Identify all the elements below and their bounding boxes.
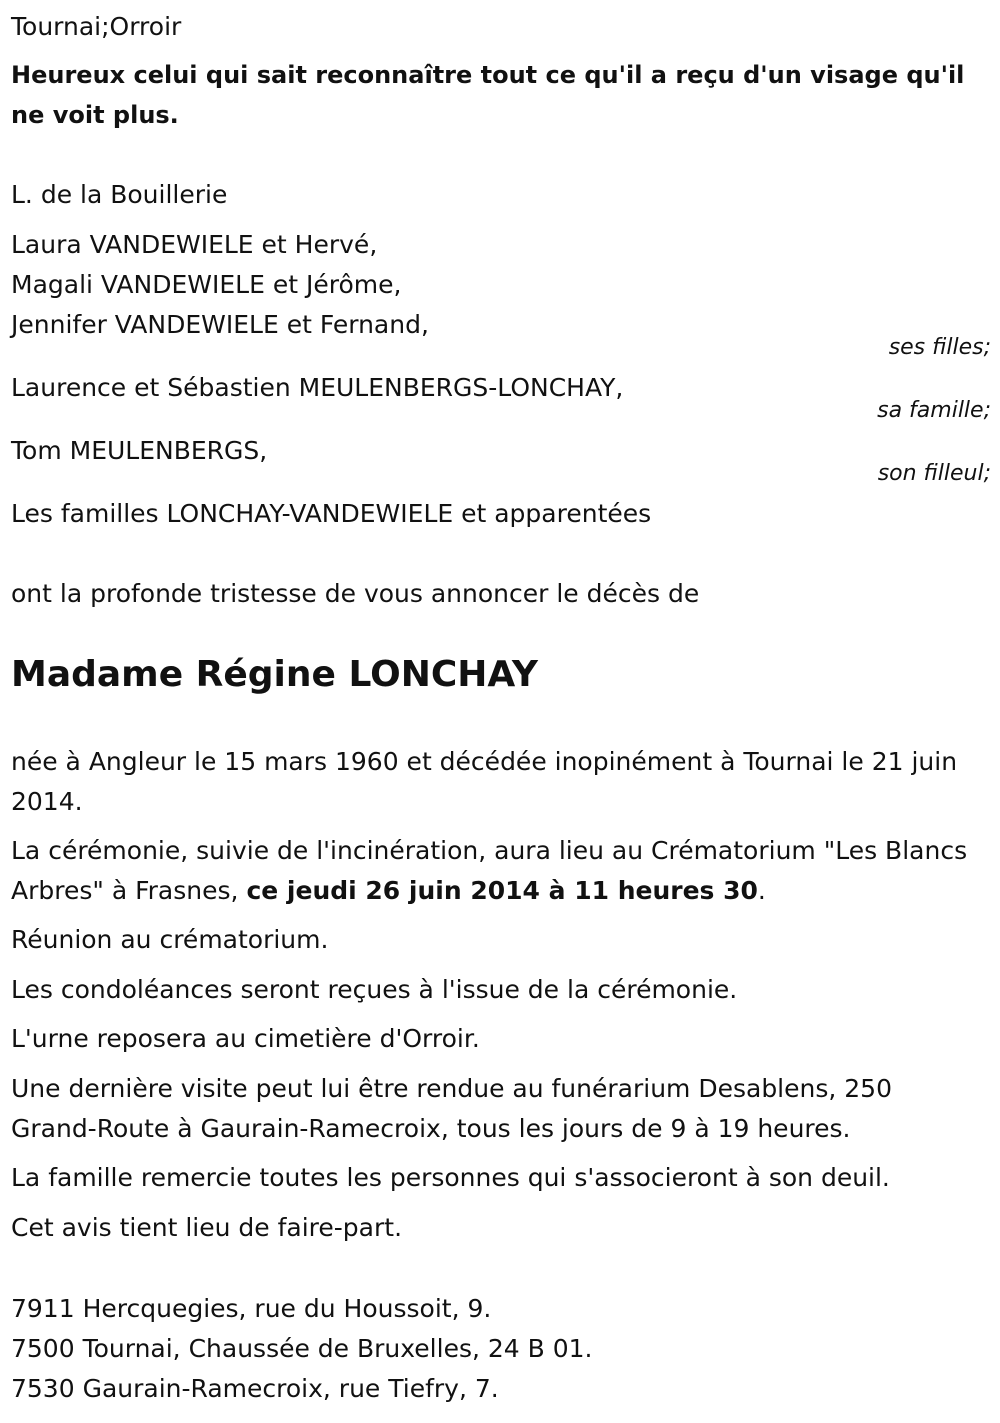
- meeting-info: Réunion au crématorium.: [11, 925, 329, 954]
- ceremony-details: [11, 831, 971, 911]
- address-line: 7500 Tournai, Chaussée de Bruxelles, 24 B 01.: [11, 1334, 593, 1363]
- relatives-role: sa famille;: [877, 398, 991, 423]
- urn-info: L'urne reposera au cimetière d'Orroir.: [11, 1024, 480, 1053]
- family-daughter: Magali VANDEWIELE et Jérôme,: [11, 270, 402, 299]
- location-header: Tournai;Orroir: [11, 12, 182, 41]
- ceremony-end: .: [757, 876, 766, 905]
- opening-quote: Heureux celui qui sait reconnaître tout ce qu'il a reçu d'un visage qu'il ne voit plus.: [11, 61, 965, 129]
- deceased-name: Madame Régine LONCHAY: [11, 654, 538, 695]
- family-spouse: L. de la Bouillerie: [11, 180, 228, 209]
- family-daughter: Jennifer VANDEWIELE et Fernand,: [11, 310, 429, 339]
- condolences-info: Les condoléances seront reçues à l'issue de la cérémonie.: [11, 975, 738, 1004]
- announcement-text: ont la profonde tristesse de vous annoncer le décès de: [11, 579, 700, 608]
- address-line: 7911 Hercquegies, rue du Houssoit, 9.: [11, 1294, 492, 1323]
- family-godson: Tom MEULENBERGS,: [11, 436, 268, 465]
- godson-role: son filleul;: [877, 461, 991, 486]
- family-daughter: Laura VANDEWIELE et Hervé,: [11, 230, 378, 259]
- visit-info: Une dernière visite peut lui être rendue au funérarium Desablens, 250 Grand-Route à Gaurain-Ramecroix, tous les jours de 9 à 19 heures.: [11, 1074, 892, 1143]
- birth-death-details: née à Angleur le 15 mars 1960 et décédée inopinément à Tournai le 21 juin 2014.: [11, 747, 958, 816]
- family-extended: Les familles LONCHAY-VANDEWIELE et apparentées: [11, 499, 652, 528]
- ceremony-date: ce jeudi 26 juin 2014 à 11 heures 30: [246, 876, 758, 905]
- daughters-role: ses filles;: [888, 335, 991, 360]
- ceremony-text: La cérémonie, suivie de l'incinération, aura lieu au Crématorium "Les Blancs Arbres" à Frasnes,: [11, 836, 968, 905]
- address-line: 7530 Gaurain-Ramecroix, rue Tiefry, 7.: [11, 1374, 499, 1403]
- family-relatives: Laurence et Sébastien MEULENBERGS-LONCHAY,: [11, 373, 624, 402]
- notice-info: Cet avis tient lieu de faire-part.: [11, 1213, 403, 1242]
- thanks-info: La famille remercie toutes les personnes qui s'associeront à son deuil.: [11, 1163, 890, 1192]
